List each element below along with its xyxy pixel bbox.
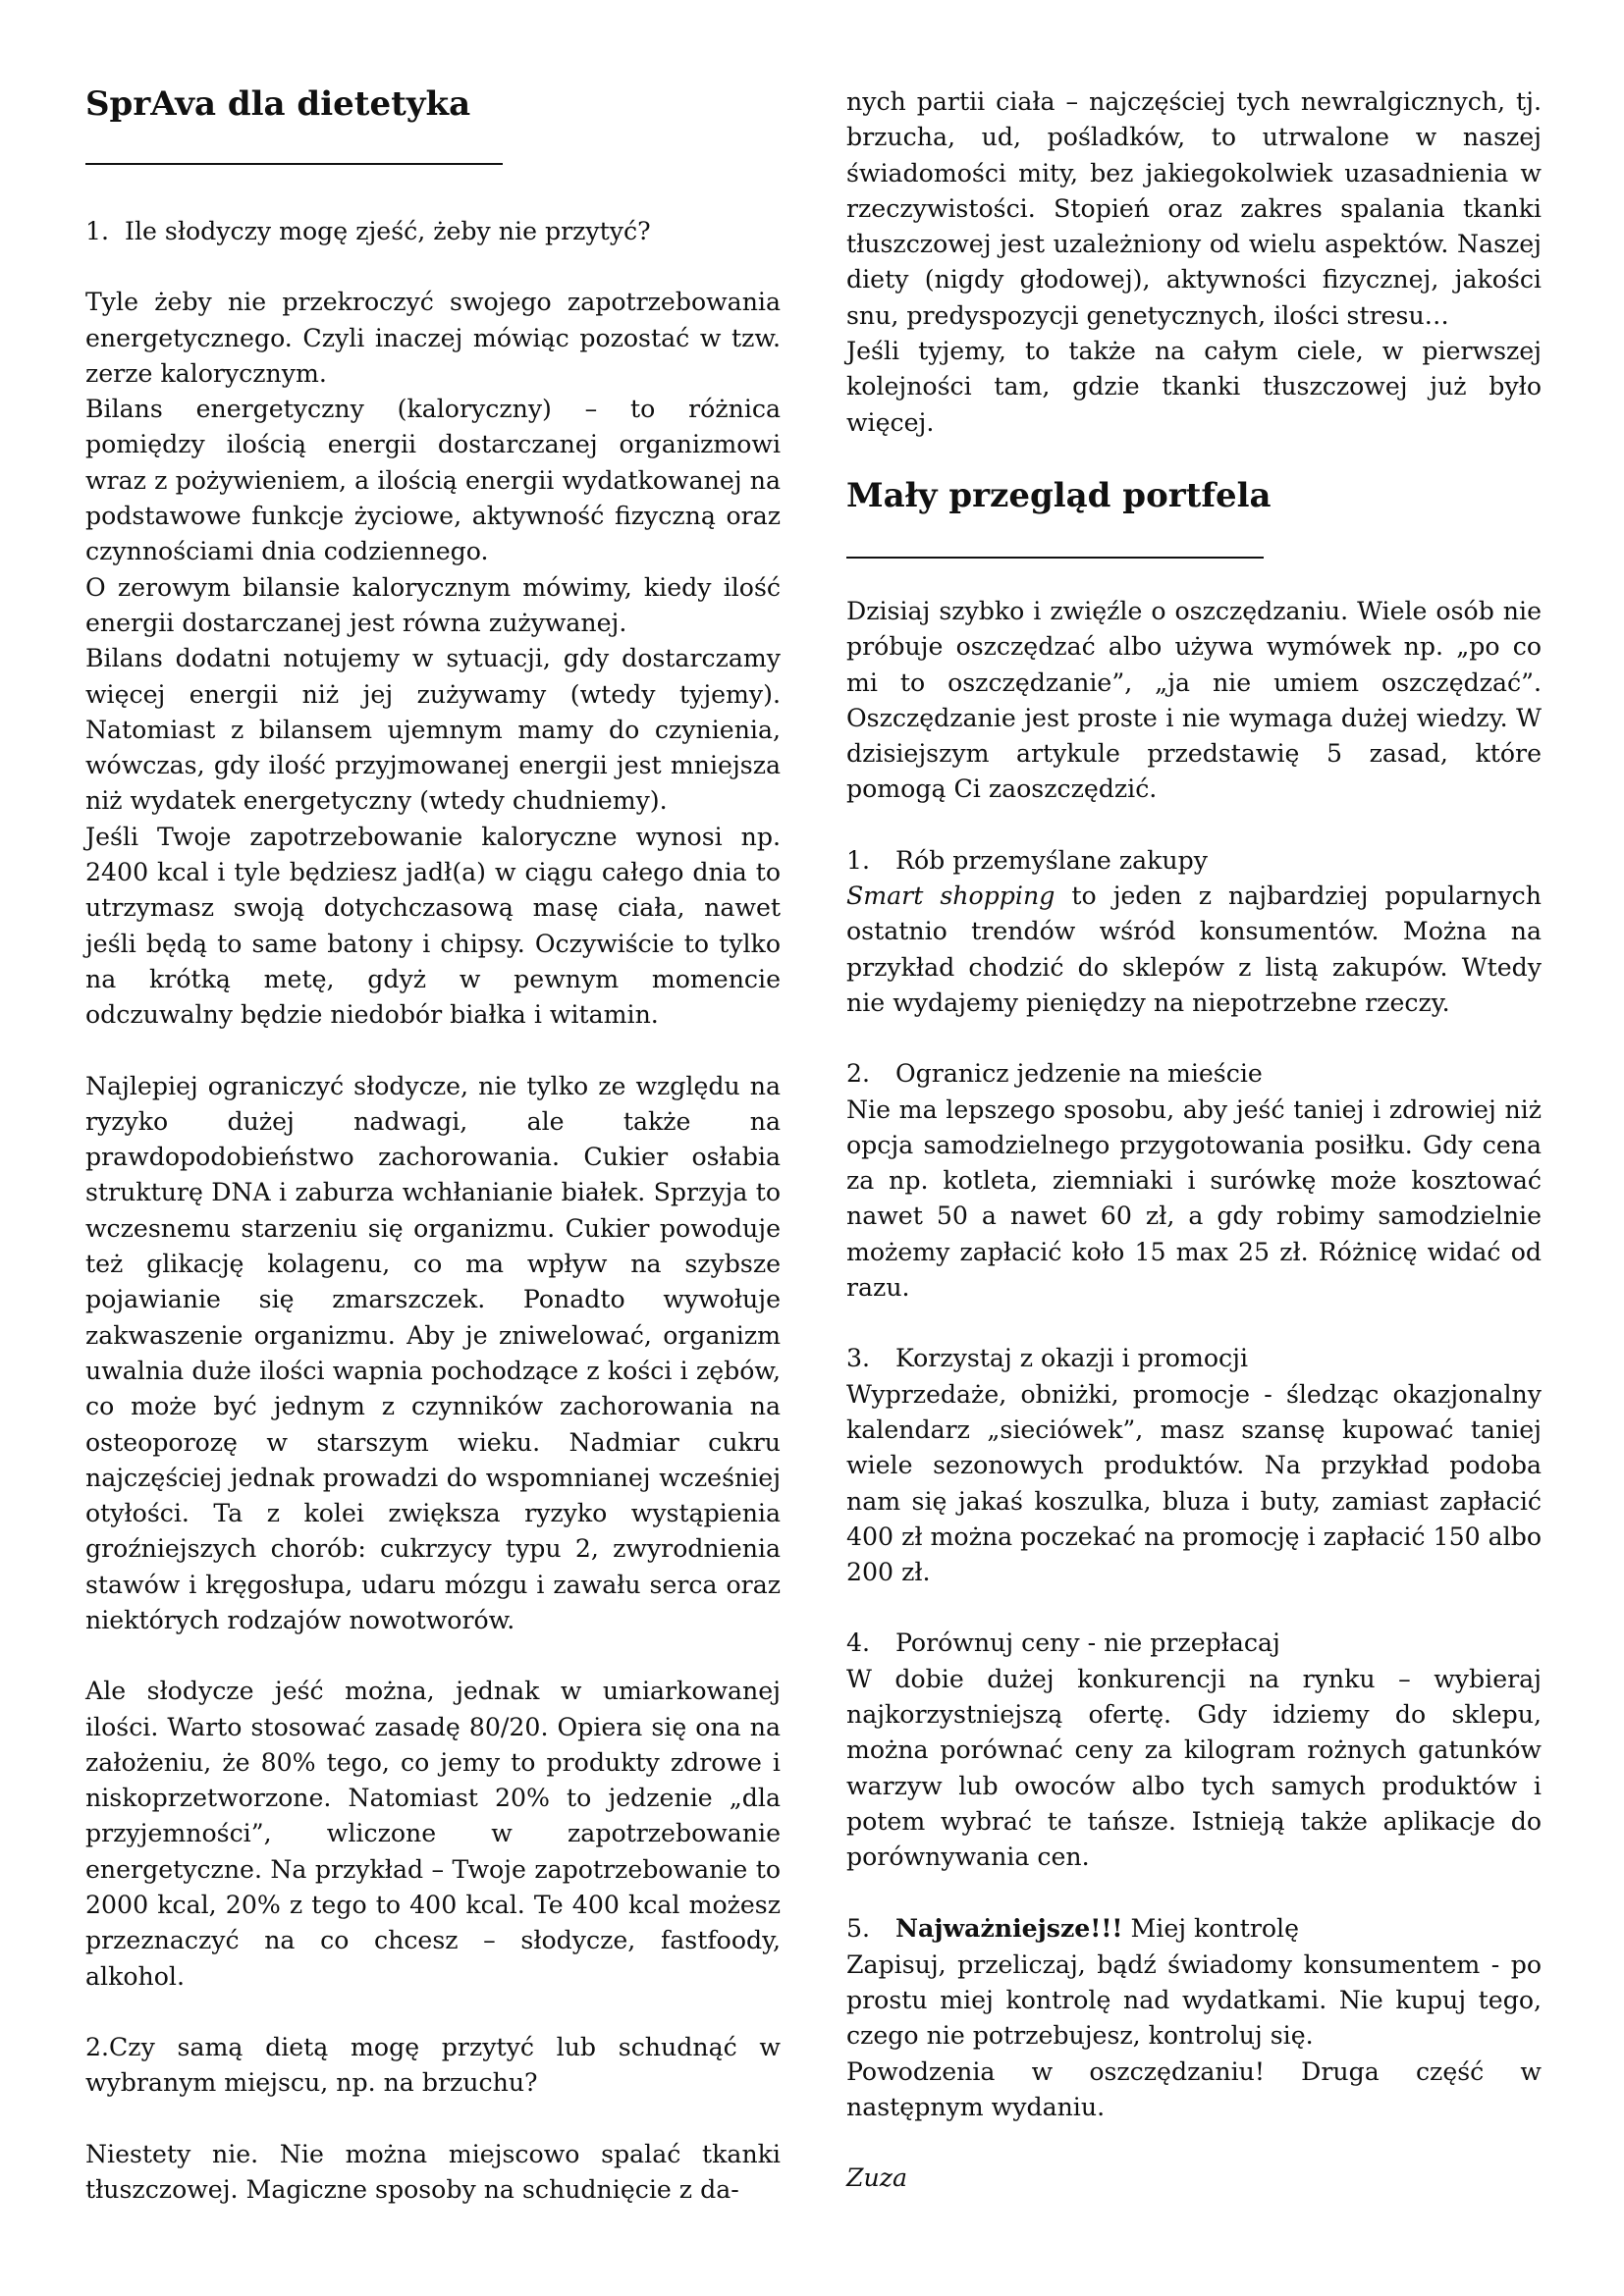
tip-5-emphasis: Najważniejsze!!! <box>895 1913 1123 1944</box>
answer-paragraph-4: Bilans dodatni notujemy w sytuacji, gdy dostarczamy więcej energii niż jej zużywamy (wtedy tyjemy). Natomiast z bilansem ujemnym mamy do czynienia, wówczas, gdy ilość przyjmowanej energii jest mniejsza niż wydatek energetyczny (wtedy chudniemy). <box>85 644 781 816</box>
right-column <box>846 84 1542 2197</box>
tip-3-body: Wyprzedaże, obniżki, promocje - śledząc okazjonalny kalendarz „sieciówek”, masz szansę kupować taniej wiele sezonowych produktów. Na przykład podoba nam się jakaś koszulka, bluza i buty, zamiast zapłacić 400 zł można poczekać na promocję i zapłacić 150 albo 200 zł. <box>846 1379 1542 1587</box>
tip-5-heading: 5. Najważniejsze!!! Miej kontrolę <box>846 1913 1299 1944</box>
answer-paragraph-3: O zerowym bilansie kalorycznym mówimy, kiedy ilość energii dostarczanej jest równa zużywanej. <box>85 572 781 637</box>
tip-5-body: Zapisuj, przeliczaj, bądź świadomy konsumentem - po prostu miej kontrolę nad wydatkami. Nie kupuj tego, czego nie potrzebujesz, kontroluj się. <box>846 1949 1542 2051</box>
tip-2-body: Nie ma lepszego sposobu, aby jeść taniej i zdrowiej niż opcja samodzielnego przygotowania posiłku. Gdy cena za np. kotleta, ziemniaki i surówkę może kosztować nawet 50 a nawet 60 zł, a gdy robimy samodzielnie możemy zapłacić koło 15 max 25 zł. Różnicę widać od razu. <box>846 1095 1542 1303</box>
answer-paragraph-1: Tyle żeby nie przekroczyć swojego zapotrzebowania energetycznego. Czyli inaczej mówiąc pozostać w tzw. zerze kalorycznym. <box>85 288 781 388</box>
title-underline-right <box>846 557 1264 559</box>
answer-paragraph-8: Niestety nie. Nie można miejscowo spalać tkanki tłuszczowej. Magiczne sposoby na schudnięcie z da- <box>85 2139 781 2204</box>
tip-4-body: W dobie dużej konkurencji na rynku – wybieraj najkorzystniejszą ofertę. Gdy idziemy do sklepu, można porównać ceny za kilogram rożnych gatunków warzyw lub owoców albo tych samych produktów i potem wybrać te tańsze. Istnieją także aplikacje do porównywania cen. <box>846 1664 1542 1872</box>
answer-paragraph-5: Jeśli Twoje zapotrzebowanie kaloryczne wynosi np. 2400 kcal i tyle będziesz jadł(a) w ciągu całego dnia to utrzymasz swoją dotychczasową masę ciała, nawet jeśli będą to same batony i chipsy. Oczywiście to tylko na krótką metę, gdyż w pewnym momencie odczuwalny będzie niedobór białka i witamin. <box>85 822 781 1030</box>
tip-1-heading: 1. Rób przemyślane zakupy <box>846 845 1208 875</box>
tip-1-emphasis: Smart shopping <box>846 881 1056 911</box>
finance-intro: Dzisiaj szybko i zwięźle o oszczędzaniu. Wiele osób nie próbuje oszczędzać albo używa wymówek np. „po co mi to oszczędzanie”, „ja nie umiem oszczędzać”. Oszczędzanie jest proste i nie wymaga dużej wiedzy. W dzisiejszym artykule przedstawię 5 zasad, które pomogą Ci zaoszczędzić. <box>846 596 1542 804</box>
continued-paragraph-1: nych partii ciała – najczęściej tych newralgicznych, tj. brzucha, ud, pośladków, to utrwalone w naszej świadomości mity, bez jakiegokolwiek uzasadnienia w rzeczywistości. Stopień oraz zakres spalania tkanki tłuszczowej jest uzależniony od wielu aspektów. Naszej diety (nigdy głodowej), aktywności fizycznej, jakości snu, predyspozycji genetycznych, ilości stresu… <box>846 87 1542 330</box>
finance-outro: Powodzenia w oszczędzaniu! Druga część w następnym wydaniu. <box>846 2056 1542 2121</box>
left-column <box>85 84 781 2208</box>
answer-paragraph-7: Ale słodycze jeść można, jednak w umiarkowanej ilości. Warto stosować zasadę 80/20. Opiera się ona na założeniu, że 80% tego, co jemy to produkty zdrowe i niskoprzetworzone. Natomiast 20% to jedzenie „dla przyjemności”, wliczone w zapotrzebowanie energetyczne. Na przykład – Twoje zapotrzebowanie to 2000 kcal, 20% z tego to 400 kcal. Te 400 kcal możesz przeznaczyć na co chcesz – słodycze, fastfoody, alkohol. <box>85 1677 781 1991</box>
tip-2-heading: 2. Ogranicz jedzenie na mieście <box>846 1059 1263 1089</box>
author-signature: Zuza <box>846 2163 908 2193</box>
diet-section-title: SprAva dla dietetyka <box>85 84 471 124</box>
question-2: 2.Czy samą dietą mogę przytyć lub schudnąć w wybranym miejscu, np. na brzuchu? <box>85 2032 781 2098</box>
title-underline <box>85 163 503 165</box>
answer-paragraph-2: Bilans energetyczny (kaloryczny) – to różnica pomiędzy ilością energii dostarczanej organizmowi wraz z pożywieniem, a ilością energii wydatkowanej na podstawowe funkcje życiowe, aktywność fizyczną oraz czynnościami dnia codziennego. <box>85 395 781 566</box>
tip-4-heading: 4. Porównuj ceny - nie przepłacaj <box>846 1629 1280 1658</box>
tip-3-heading: 3. Korzystaj z okazji i promocji <box>846 1344 1248 1373</box>
question-1-text: Ile słodyczy mogę zjeść, żeby nie przytyć? <box>125 217 651 245</box>
answer-paragraph-6: Najlepiej ograniczyć słodycze, nie tylko ze względu na ryzyko dużej nadwagi, ale także na prawdopodobieństwo zachorowania. Cukier osłabia strukturę DNA i zaburza wchłanianie białek. Sprzyja to wczesnemu starzeniu się organizmu. Cukier powoduje też glikację kolagenu, co ma wpływ na szybsze pojawianie się zmarszczek. Ponadto wywołuje zakwaszenie organizmu. Aby je zniwelować, organizm uwalnia duże ilości wapnia pochodzące z kości i zębów, co może być jednym z czynników zachorowania na osteoporozę w starszym wieku. Nadmiar cukru najczęściej jednak prowadzi do wspomnianej wcześniej otyłości. Ta z kolei zwiększa ryzyko wystąpienia groźniejszych chorób: cukrzycy typu 2, zwyrodnienia stawów i kręgosłupa, udaru mózgu i zawału serca oraz niektórych rodzajów nowotworów. <box>85 1071 781 1634</box>
question-1-number: 1. <box>85 217 110 245</box>
finance-section-title: Mały przegląd portfela <box>846 475 1272 515</box>
question-1 <box>85 214 781 249</box>
continued-paragraph-2: Jeśli tyjemy, to także na całym ciele, w pierwszej kolejności tam, gdzie tkanki tłuszczowej już było więcej. <box>846 337 1542 437</box>
tip-1-body: Smart shopping to jeden z najbardziej popularnych ostatnio trendów wśród konsumentów. Można na przykład chodzić do sklepów z listą zakupów. Wtedy nie wydajemy pieniędzy na niepotrzebne rzeczy. <box>846 881 1542 1017</box>
